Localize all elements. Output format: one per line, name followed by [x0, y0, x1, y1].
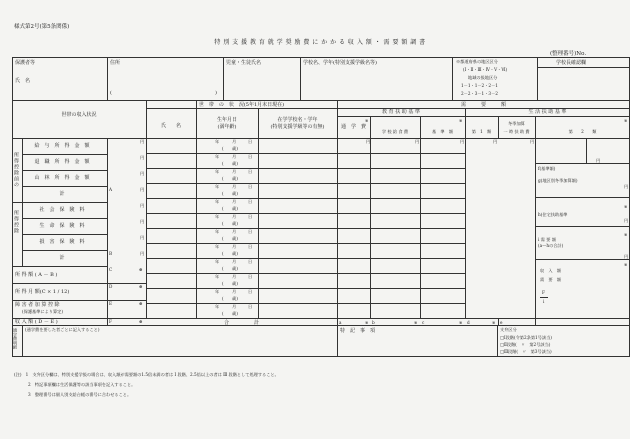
member-year: 年	[215, 199, 220, 204]
demand-amount-label: 需 要 額	[540, 277, 561, 282]
member-day: 日	[248, 139, 253, 144]
yen-d: 円	[493, 139, 498, 144]
income-row-label: 給 与 所 得 金 額	[34, 143, 90, 149]
deduct-group-label: 所得控除	[13, 210, 19, 234]
row-divider	[12, 266, 107, 267]
member-day: 日	[248, 274, 253, 279]
member-year: 年	[215, 214, 220, 219]
household-header: 世 帯 の 状 況(5年1月末日現在)	[198, 102, 285, 108]
member-month: 月	[232, 304, 237, 309]
commute-detail-label: 通学費明細	[13, 328, 19, 349]
member-day: 日	[248, 304, 253, 309]
member-day: 日	[248, 199, 253, 204]
kind1-column: 第 1 類	[471, 129, 492, 134]
support-option-1[interactable]: □Ⅰ段階(令第2条第1号該当)	[500, 335, 552, 340]
member-divider	[146, 288, 465, 289]
school-column-sub: (特別支援学級等の有無)	[270, 124, 325, 130]
member-month: 月	[232, 259, 237, 264]
demand-formula: (a～hの合計)	[538, 243, 564, 248]
calc-row-sub: (保護基準により算定)	[22, 309, 63, 314]
total-c: c	[422, 320, 425, 325]
calc-row-sym: ⊕	[139, 284, 143, 289]
member-month: 月	[232, 184, 237, 189]
yen-f: 円	[596, 158, 601, 163]
document-title: 特 別 支 援 教 育 就 学 奨 励 費 に か か る 収 入 額 ・ 需 要 額 調 書	[214, 39, 426, 46]
member-year: 年	[215, 169, 220, 174]
member-divider	[146, 228, 465, 229]
member-age: ( 歳)	[222, 251, 238, 256]
member-divider	[146, 243, 465, 244]
row-divider	[22, 170, 107, 171]
paren-open: (	[110, 90, 112, 96]
member-age: ( 歳)	[222, 281, 238, 286]
calc-divider	[12, 300, 146, 301]
life-standard-f: f(基準額)	[538, 166, 556, 171]
member-day: 日	[248, 289, 253, 294]
calc-row-sym: ⊕	[139, 267, 143, 272]
member-age: ( 歳)	[222, 221, 238, 226]
member-month: 月	[232, 244, 237, 249]
note-ratio: ※	[624, 262, 628, 267]
income-row-label: 社 会 保 険 料	[39, 207, 85, 213]
form-number: 様式第2号(第5条関係)	[14, 24, 70, 30]
income-amount-label: 収 入 額	[540, 268, 561, 273]
income-row-label: 生 命 保 険 料	[39, 223, 85, 229]
member-year: 年	[215, 274, 220, 279]
member-divider	[146, 168, 465, 169]
calc-row-mark: E	[109, 301, 113, 306]
name-column: 氏 名	[160, 123, 181, 129]
member-day: 日	[248, 244, 253, 249]
total-note-c: ※	[459, 320, 463, 325]
member-divider	[146, 213, 465, 214]
income-row-label: 山 林 所 得 金 額	[34, 175, 90, 181]
member-month: 月	[232, 214, 237, 219]
member-age: ( 歳)	[222, 176, 238, 181]
calc-row-mark: C	[109, 267, 113, 272]
member-year: 年	[215, 304, 220, 309]
member-divider	[146, 303, 465, 304]
calc-row-label: 所 得 額 ( A － B )	[15, 271, 58, 278]
member-divider	[146, 273, 465, 274]
member-age: ( 歳)	[222, 161, 238, 166]
total-d: d	[467, 320, 470, 325]
yen-a: 円	[366, 139, 371, 144]
total-a: a	[339, 320, 342, 325]
yen-b: 円	[415, 139, 420, 144]
kind2-column: 第 2 類	[568, 129, 597, 134]
fraction-numerator: F	[542, 290, 545, 295]
support-option-3[interactable]: □Ⅲ段階( 〃 第3号該当)	[500, 349, 552, 354]
member-day: 日	[248, 259, 253, 264]
income-group-label: 所得控除前の	[13, 152, 19, 188]
total-note-a: ※	[365, 320, 369, 325]
region-add-g: g(地区別冬季加算額)	[538, 178, 578, 183]
member-age: ( 歳)	[222, 311, 238, 316]
region-label: ※都道府県の地区区分	[456, 59, 498, 64]
income-row-mark: B	[109, 251, 113, 256]
total-e: e	[500, 320, 503, 325]
area-values-1: 1－1・1－2・2－1	[461, 83, 498, 88]
calc-row-sym: ⊕	[139, 301, 143, 306]
area-label: 地域の級地区分	[468, 75, 498, 80]
member-month: 月	[232, 199, 237, 204]
support-category-title: 支弁区分	[500, 327, 517, 332]
registration-number: (整理番号)No.	[550, 51, 587, 57]
income-row-yen: 円	[140, 155, 145, 160]
member-age: ( 歳)	[222, 146, 238, 151]
member-age: ( 歳)	[222, 266, 238, 271]
footnote-2: 2 特記事項欄は生活保護等の該当事項を記入すること。	[28, 382, 136, 387]
commute-column: 通 学 費	[340, 124, 366, 130]
footnote-3: 3 整理番号は個人別支給台帳の番号に合わせること。	[28, 392, 132, 397]
income-row-yen: 円	[140, 203, 145, 208]
yen-i: 円	[624, 254, 629, 259]
member-divider	[146, 183, 465, 184]
member-year: 年	[215, 184, 220, 189]
calc-row-sym: ⊕	[139, 319, 143, 324]
member-day: 日	[248, 169, 253, 174]
row-divider	[22, 186, 107, 187]
member-divider	[146, 258, 465, 259]
calc-row-label: 収 入 額 ( D － E )	[15, 319, 58, 325]
note-mark-b: ※	[459, 118, 463, 123]
area-values-2: 2－2・3－1・3－2	[461, 91, 498, 96]
member-day: 日	[248, 229, 253, 234]
birth-column: 生年月日	[216, 117, 237, 123]
note-i: ※	[624, 232, 628, 237]
birth-column-sub: (満年齢)	[217, 124, 237, 130]
note-h: ※	[624, 204, 628, 209]
member-month: 月	[232, 274, 237, 279]
calc-row-mark: F	[109, 319, 112, 324]
member-year: 年	[215, 244, 220, 249]
temp-column: 一 時 扶 助 費	[503, 129, 530, 134]
winter-column: 冬季加算	[508, 121, 525, 126]
member-month: 月	[232, 229, 237, 234]
note-mark-a: ※	[365, 118, 369, 123]
income-row-label: 計	[59, 191, 65, 197]
name-label: 氏 名	[15, 78, 31, 84]
housing-h: h(住宅扶助基準	[538, 212, 568, 217]
income-row-yen: 円	[140, 251, 145, 256]
demand-header: 需 要 額	[460, 102, 506, 108]
support-option-2[interactable]: □Ⅱ段階( 〃 第2号該当)	[500, 342, 551, 347]
calc-row-label: 障 害 者 加 算 控 除	[15, 302, 60, 308]
address-label: 住所	[110, 60, 121, 66]
member-year: 年	[215, 139, 220, 144]
income-row-yen: 円	[140, 235, 145, 240]
lunch-column: 学 校 給 食 費	[381, 129, 409, 134]
row-divider	[12, 202, 107, 203]
member-day: 日	[248, 184, 253, 189]
member-day: 日	[248, 154, 253, 159]
income-section-title: 世帯の収入状況	[61, 112, 97, 118]
income-row-label: 計	[59, 255, 65, 261]
member-year: 年	[215, 154, 220, 159]
footnote-1: (注) 1 支弁区分欄は、特別支援学級の場合は、収入額が需要額の1.5倍未満の者は Ⅰ 段階、2.5倍以上の者は Ⅲ 段階として処理すること。	[14, 372, 279, 377]
standard-column: 基 準 額	[432, 129, 453, 134]
confirm-label: 学校長確認欄	[556, 60, 587, 66]
member-year: 年	[215, 259, 220, 264]
member-month: 月	[232, 169, 237, 174]
calc-row-mark: D	[109, 284, 113, 289]
note-mark-c: ※	[624, 118, 628, 123]
guardian-label: 保護者等	[15, 60, 36, 66]
demand-total-i: i 需 要 額	[538, 237, 556, 242]
total-label: 合 計	[223, 320, 259, 326]
yen-h: 円	[624, 218, 629, 223]
yen-c: 円	[460, 139, 465, 144]
income-row-yen: 円	[140, 187, 145, 192]
total-b: b	[372, 320, 375, 325]
child-label: 児童・生徒氏名	[226, 60, 262, 66]
member-month: 月	[232, 154, 237, 159]
special-notes-label: 特 記 事 項	[340, 328, 376, 334]
school-label: 学校名、学年(特別支援学級名等)	[303, 60, 377, 66]
member-age: ( 歳)	[222, 206, 238, 211]
yen-g: 円	[624, 184, 629, 189]
income-row-mark: A	[109, 187, 113, 192]
member-month: 月	[232, 139, 237, 144]
calc-row-label: 所 得 月 額(C × 1 / 12)	[15, 288, 70, 295]
row-divider	[22, 234, 107, 235]
life-standard-header: 生 活 扶 助 基 準	[528, 109, 567, 115]
member-year: 年	[215, 289, 220, 294]
region-values: (Ⅰ・Ⅱ・Ⅲ・Ⅳ・Ⅴ・Ⅵ)	[463, 67, 508, 72]
edu-standard-header: 教 育 扶 助 基 準	[382, 109, 420, 115]
row-divider	[22, 154, 107, 155]
income-row-yen: 円	[140, 139, 145, 144]
member-age: ( 歳)	[222, 191, 238, 196]
member-month: 月	[232, 289, 237, 294]
calc-divider	[12, 283, 146, 284]
total-note-d: ※	[492, 320, 496, 325]
paren-close: )	[215, 90, 217, 96]
member-year: 年	[215, 229, 220, 234]
member-age: ( 歳)	[222, 236, 238, 241]
income-row-yen: 円	[140, 171, 145, 176]
member-day: 日	[248, 214, 253, 219]
member-divider	[146, 198, 465, 199]
income-row-yen: 円	[140, 219, 145, 224]
fraction-denominator: i	[543, 299, 545, 304]
income-row-label: 退 職 所 得 金 額	[34, 159, 90, 165]
member-divider	[146, 153, 465, 154]
yen-e: 円	[530, 139, 535, 144]
member-age: ( 歳)	[222, 296, 238, 301]
income-row-label: 損 害 保 険 料	[39, 239, 85, 245]
total-note-b: ※	[414, 320, 418, 325]
school-column: 在学学校名・学年	[277, 117, 318, 123]
commute-detail-note: (通学費を要した者ごとに記入すること)	[25, 327, 100, 332]
row-divider	[22, 218, 107, 219]
row-divider	[22, 250, 107, 251]
